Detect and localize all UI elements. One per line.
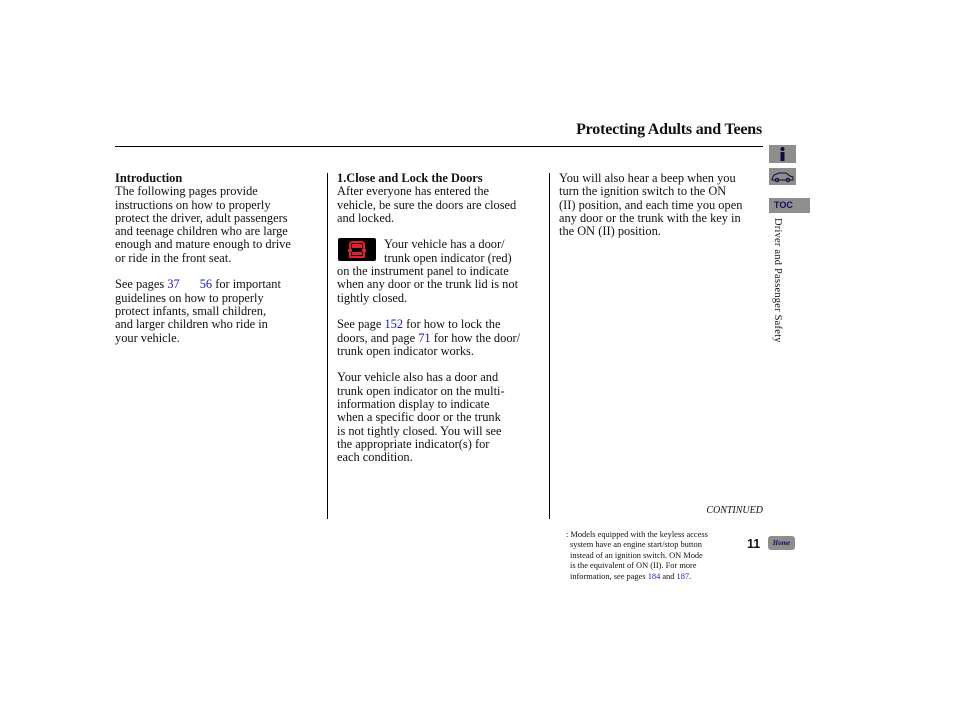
car-icon[interactable] xyxy=(769,168,796,185)
text-line: each condition. xyxy=(337,450,413,465)
text-line: You will also hear a beep when you xyxy=(559,171,736,185)
see-page-line xyxy=(337,318,543,331)
text-line: trunk open indicator (red) xyxy=(384,250,512,265)
text-line: (II) position, and each time you open xyxy=(559,197,743,212)
text-line: your vehicle. xyxy=(115,330,180,345)
text-line: The following pages provide xyxy=(115,184,258,199)
text-line: or ride in the front seat. xyxy=(115,250,232,265)
page-link-187[interactable]: 187 xyxy=(676,571,690,581)
column-divider xyxy=(327,173,328,519)
text-fragment: for how the door/ xyxy=(430,330,521,345)
page-link-184[interactable]: 184 xyxy=(647,571,661,581)
footnote-line: system have an engine start/stop button xyxy=(570,540,702,550)
see-page-line xyxy=(337,332,543,345)
footnote-line: : Models equipped with the keyless access xyxy=(566,530,708,539)
text-line: protect the driver, adult passengers xyxy=(115,210,288,225)
text-line: turn the ignition switch to the ON xyxy=(559,184,727,199)
column-introduction xyxy=(115,172,315,345)
text-line: when a specific door or the trunk xyxy=(337,410,501,425)
text-line: protect infants, small children, xyxy=(115,303,267,318)
see-pages-line xyxy=(115,278,315,291)
text-fragment: doors, and page xyxy=(337,330,419,345)
text-line: Your vehicle also has a door and xyxy=(337,370,499,385)
text-line: enough and mature enough to drive xyxy=(115,237,291,252)
text-fragment: See page xyxy=(337,317,385,332)
continued-label: CONTINUED xyxy=(706,505,763,516)
footnote xyxy=(566,530,742,582)
home-button[interactable]: Home xyxy=(768,536,795,550)
text-line: when any door or the trunk lid is not xyxy=(337,277,519,292)
text-line: the appropriate indicator(s) for xyxy=(337,436,490,451)
text-line: and larger children who ride in xyxy=(115,317,268,332)
text-fragment: information, see pages xyxy=(570,571,648,581)
info-glyph-icon xyxy=(769,145,796,163)
text-line: tightly closed. xyxy=(337,290,408,305)
text-line: information display to indicate xyxy=(337,397,490,412)
section-heading-introduction: Introduction xyxy=(115,171,183,185)
section-side-label: Driver and Passenger Safety xyxy=(772,218,783,343)
text-line: Your vehicle has a door/ xyxy=(384,237,505,252)
page-number: 11 xyxy=(747,537,761,551)
title-divider xyxy=(115,146,763,147)
page-title: Protecting Adults and Teens xyxy=(576,121,762,138)
text-line: and locked. xyxy=(337,210,395,225)
column-divider xyxy=(549,173,550,519)
text-fragment: . xyxy=(689,571,692,581)
column-beep-info xyxy=(559,172,765,238)
text-fragment: and xyxy=(660,571,677,581)
footnote-line: is the equivalent of ON (II). For more xyxy=(570,561,697,571)
text-line: the ON (II) position. xyxy=(559,224,661,239)
text-fragment: See pages xyxy=(115,277,168,292)
page-link-71[interactable]: 71 xyxy=(418,330,431,345)
page-link-37[interactable]: 37 xyxy=(167,277,180,292)
footnote-line: instead of an ignition switch. ON Mode xyxy=(570,550,703,560)
toc-button[interactable]: TOC xyxy=(769,198,810,213)
text-line: guidelines on how to properly xyxy=(115,290,264,305)
text-line: trunk open indicator works. xyxy=(337,343,474,358)
text-fragment: for how to lock the xyxy=(403,317,501,332)
info-icon[interactable] xyxy=(769,145,796,163)
text-line: After everyone has entered the xyxy=(337,184,490,199)
text-line: vehicle, be sure the doors are closed xyxy=(337,197,517,212)
section-heading-close-lock: 1.Close and Lock the Doors xyxy=(337,171,483,185)
text-fragment: for important xyxy=(212,277,281,292)
car-glyph-icon xyxy=(769,168,796,185)
page-link-152[interactable]: 152 xyxy=(384,317,404,332)
car-door-icon xyxy=(338,238,376,261)
text-line: any door or the trunk with the key in xyxy=(559,210,741,225)
door-open-indicator-icon xyxy=(338,238,376,261)
text-line: and teenage children who are large xyxy=(115,224,288,239)
text-line: on the instrument panel to indicate xyxy=(337,264,509,279)
text-line: instructions on how to properly xyxy=(115,197,271,212)
page-link-56[interactable]: 56 xyxy=(199,277,213,292)
column-close-lock-doors xyxy=(337,172,543,465)
text-line: is not tightly closed. You will see xyxy=(337,423,502,438)
text-line: trunk open indicator on the multi- xyxy=(337,383,505,398)
footnote-line xyxy=(566,572,742,582)
